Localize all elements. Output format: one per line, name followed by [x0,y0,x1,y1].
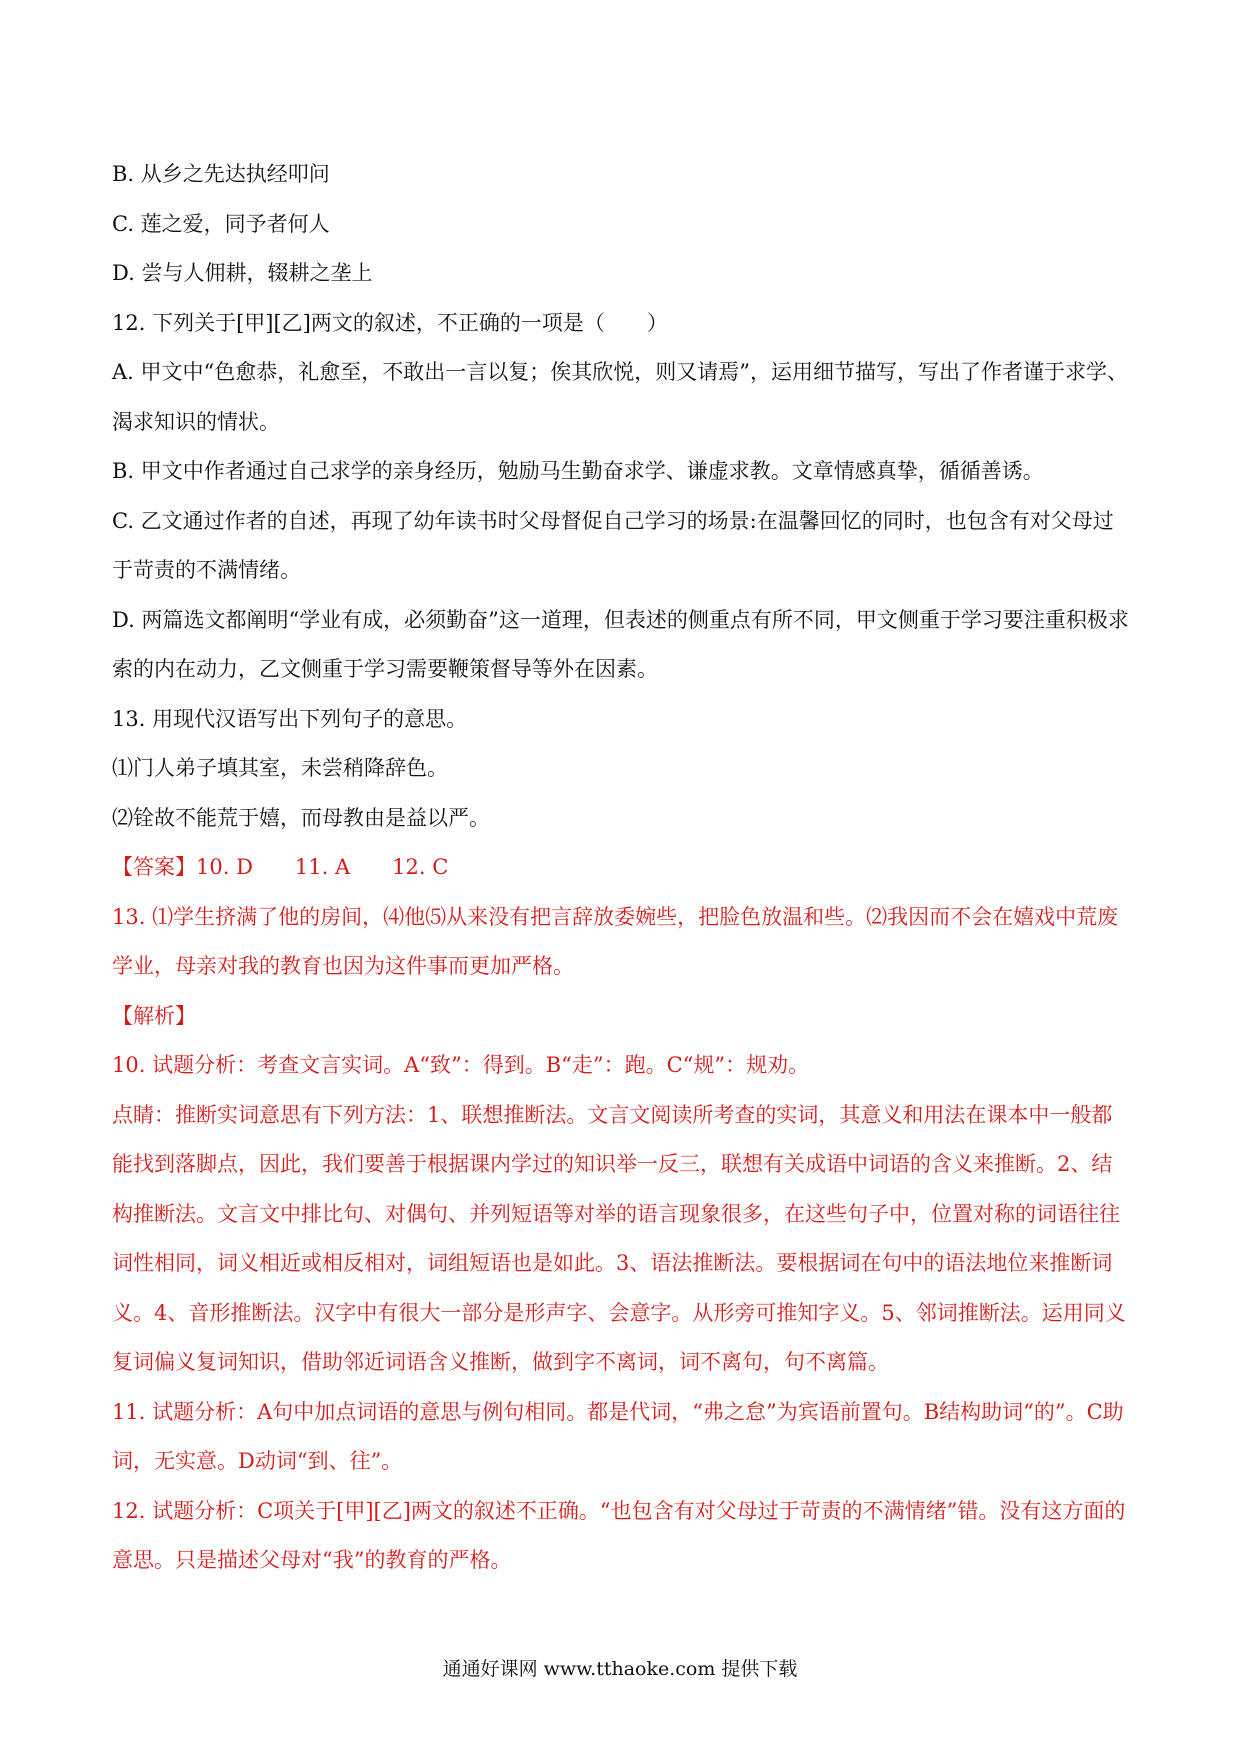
option-c-line: C. 莲之爱，同予者何人 [112,211,330,236]
option-d-line: D. 尝与人佣耕，辍耕之垄上 [112,261,373,285]
question-13: 13. 用现代汉语写出下列句子的意思。 [112,706,468,731]
answer-13: 13. ⑴学生挤满了他的房间，⑷他⑸从来没有把言辞放委婉些，把脸色放温和些。⑵我因而不会在嬉戏中荒废学业，母亲对我的教育也因为这件事而更加严格。 [112,904,1119,978]
analysis-10: 10. 试题分析：考查文言实词。A“致”：得到。B“走”：跑。C“规”：规劝。 [112,1053,810,1077]
answer-line: 【答案】10. D 11. A 12. C [112,855,449,879]
question-12-option-b: B. 甲文中作者通过自己求学的亲身经历，勉励马生勤奋求学、谦虚求教。文章情感真挚，循循善诱。 [112,459,1044,483]
question-13-sentence-2: ⑵铨故不能荒于嬉，而母教由是益以严。 [112,805,490,830]
option-b-line: B. 从乡之先达执经叩问 [112,162,330,186]
analysis-11: 11. 试题分析：A句中加点词语的意思与例句相同。都是代词，“弗之怠”为宾语前置句。B结构助词“的”。C助词，无实意。D动词“到、往”。 [112,1399,1124,1473]
question-12-option-a: A. 甲文中“色愈恭，礼愈至，不敢出一言以复；俟其欣悦，则又请焉”，运用细节描写，写出了作者谨于求学、渴求知识的情状。 [112,360,1128,434]
question-12-option-c: C. 乙文通过作者的自述，再现了幼年读书时父母督促自己学习的场景:在温馨回忆的同时，也包含有对父母过于苛责的不满情绪。 [112,508,1114,582]
question-12-option-d: D. 两篇选文都阐明“学业有成，必须勤奋”这一道理，但表述的侧重点有所不同，甲文侧重于学习要注重积极求索的内在动力，乙文侧重于学习需要鞭策督导等外在因素。 [112,607,1129,681]
page-footer: 通通好课网 www.tthaoke.com 提供下载 [442,1658,798,1680]
analysis-heading: 【解析】 [112,1003,196,1028]
question-13-sentence-1: ⑴门人弟子填其室，未尝稍降辞色。 [112,756,448,780]
analysis-tip: 点睛：推断实词意思有下列方法：1、联想推断法。文言文阅读所考查的实词，其意义和用法在课本中一般都能找到落脚点，因此，我们要善于根据课内学过的知识举一反三，联想有关成语中词语的含义来推断。2、结构推断法。文言文中排比句、对偶句、并列短语等对举的语言现象很多，在这些句子中，位置对称的词语往往词性相同，词义相近或相反相对，词组短语也是如此。3、语法推断法。要根据词在句中的语法地位来推断词义。4、音形推断法。汉字中有很大一部分是形声字、会意字。从形旁可推知字义。5、邻词推断法。运用同义复词偏义复词知识，借助邻近词语含义推断，做到字不离词，词不离句，句不离篇。 [112,1102,1126,1374]
analysis-12: 12. 试题分析：C项关于[甲][乙]两文的叙述不正确。“也包含有对父母过于苛责的不满情绪”错。没有这方面的意思。只是描述父母对“我”的教育的严格。 [112,1498,1126,1572]
question-12: 12. 下列关于[甲][乙]两文的叙述，不正确的一项是（ ） [112,310,668,335]
document-body [112,150,1130,1586]
